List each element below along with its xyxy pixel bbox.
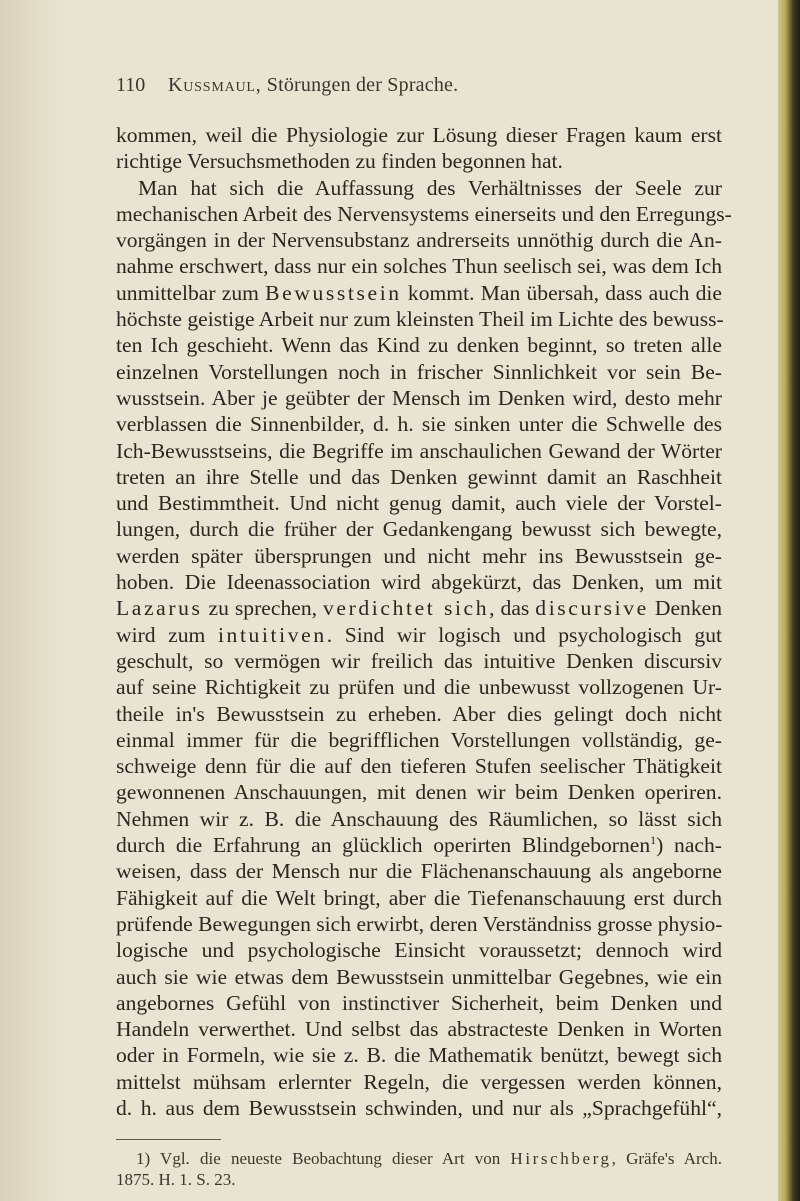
text-run: unmittelbar zum: [116, 280, 266, 305]
text-line: hoben. Die Ideenassociation wird abgekürzt, das Denken, um mit: [116, 570, 722, 595]
emphasis-term: discursive: [535, 596, 649, 621]
text-run: ) nach-: [656, 833, 722, 858]
text-line: einzelnen Vorstellungen noch in frischer Sinnlichkeit vor sein Be-: [116, 359, 722, 384]
text-line: Ich-Bewusstseins, die Begriffe im anschaulichen Gewand der Wörter: [116, 438, 722, 463]
book-spine-edge: [778, 0, 800, 1201]
text-line: richtige Versuchsmethoden zu finden begonnen hat.: [116, 149, 563, 174]
body-text: [116, 122, 732, 1121]
text-run: zu sprechen,: [202, 596, 324, 621]
text-run: . Sind wir logisch und psychologisch gut: [326, 622, 722, 647]
page-number: 110: [116, 74, 146, 96]
text-line: Fähigkeit auf die Welt bringt, aber die Tiefenanschauung erst durch: [116, 885, 722, 910]
text-line: nahme erschwert, dass nur ein solches Thun seelisch sei, was dem Ich: [116, 254, 722, 279]
text-line: [116, 595, 722, 621]
text-run: durch die Erfahrung an glücklich operirten Blindgebornen: [116, 833, 651, 858]
text-run: , Gräfe's Arch.: [611, 1149, 722, 1169]
text-line: theile in's Bewusstsein zu erheben. Aber dies gelingt doch nicht: [116, 701, 722, 726]
text-line: geschult, so vermögen wir freilich das intuitive Denken discursiv: [116, 648, 722, 673]
emphasis-name: Lazarus: [116, 596, 203, 621]
text-line: Handeln verwerthet. Und selbst das abstracteste Denken in Worten: [116, 1017, 722, 1042]
footnote-marker: 1: [650, 832, 657, 847]
running-head: [116, 74, 722, 104]
text-line: wusstsein. Aber je geübter der Mensch im Denken wird, desto mehr: [116, 385, 722, 410]
text-line: lungen, durch die früher der Gedankengang bewusst sich bewegte,: [116, 517, 722, 542]
text-line: Nehmen wir z. B. die Anschauung des Räumlichen, so lässt sich: [116, 806, 722, 831]
text-run: kommt. Man übersah, dass auch die: [401, 280, 722, 305]
text-line: gewonnenen Anschauungen, mit denen wir beim Denken operiren.: [116, 780, 722, 805]
book-page: [116, 74, 732, 1190]
text-line: werden später übersprungen und nicht mehr ins Bewusstsein ge-: [116, 543, 722, 568]
text-line: oder in Formeln, wie sie z. B. die Mathematik benützt, bewegt sich: [116, 1043, 722, 1068]
footnote-line: 1875. H. 1. S. 23.: [116, 1170, 236, 1190]
text-line: treten an ihre Stelle und das Denken gewinnt damit an Raschheit: [116, 464, 722, 489]
text-line: ten Ich geschieht. Wenn das Kind zu denken beginnt, so treten alle: [116, 333, 722, 358]
emphasis-term: verdichtet sich: [323, 596, 490, 621]
emphasis-term: intuitiven: [217, 622, 327, 647]
text-line: [116, 622, 722, 648]
text-line: d. h. aus dem Bewusstsein schwinden, und nur als „Sprachgefühl“,: [116, 1095, 722, 1120]
header-title: [168, 74, 458, 97]
emphasis-term: Bewusstsein: [265, 280, 402, 305]
footnote-line: [116, 1148, 722, 1169]
scan-edge-left: [0, 0, 70, 1201]
text-run: Denken: [648, 596, 722, 621]
text-line: höchste geistige Arbeit nur zum kleinsten Theil im Lichte des bewuss-: [116, 307, 724, 332]
text-line: auf seine Richtigkeit zu prüfen und die unbewusst vollzogenen Ur-: [116, 675, 722, 700]
text-line: logische und psychologische Einsicht voraussetzt; dennoch wird: [116, 938, 722, 963]
text-line: schweige denn für die auf den tieferen Stufen seelischer Thätigkeit: [116, 754, 722, 779]
text-line: prüfende Bewegungen sich erwirbt, deren Verständniss grosse physio-: [116, 911, 723, 936]
emphasis-name: Hirschberg: [510, 1149, 612, 1169]
text-line: [116, 832, 722, 858]
text-line: angebornes Gefühl von instinctiver Sicherheit, beim Denken und: [116, 990, 722, 1015]
text-run: , das: [489, 596, 536, 621]
text-line: auch sie wie etwas dem Bewusstsein unmittelbar Gegebnes, wie ein: [116, 964, 722, 989]
text-line: Man hat sich die Auffassung des Verhältnisses der Seele zur: [138, 175, 722, 200]
text-line: einmal immer für die begrifflichen Vorstellungen vollständig, ge-: [116, 727, 722, 752]
text-line: und Bestimmtheit. Und nicht genug damit, auch viele der Vorstel-: [116, 491, 722, 516]
text-line: mechanischen Arbeit des Nervensystems einerseits und den Erregungs-: [116, 201, 732, 226]
text-run: 1) Vgl. die neueste Beobachtung dieser Art von: [136, 1149, 511, 1169]
text-line: kommen, weil die Physiologie zur Lösung dieser Fragen kaum erst: [116, 123, 722, 147]
footnotes: [116, 1148, 722, 1190]
text-line: mittelst mühsam erlernter Regeln, die vergessen werden können,: [116, 1069, 722, 1094]
text-line: [116, 280, 722, 306]
text-run: wird zum: [116, 622, 218, 647]
text-line: verblassen die Sinnenbilder, d. h. sie sinken unter die Schwelle des: [116, 412, 722, 437]
text-line: vorgängen in der Nervensubstanz andrerseits unnöthig durch die An-: [116, 228, 722, 253]
text-line: weisen, dass der Mensch nur die Flächenanschauung als angeborne: [116, 859, 722, 884]
header-subject: Störungen der Sprache.: [261, 74, 459, 96]
footnote-divider: [116, 1139, 221, 1140]
header-author: Kussmaul,: [168, 74, 262, 96]
